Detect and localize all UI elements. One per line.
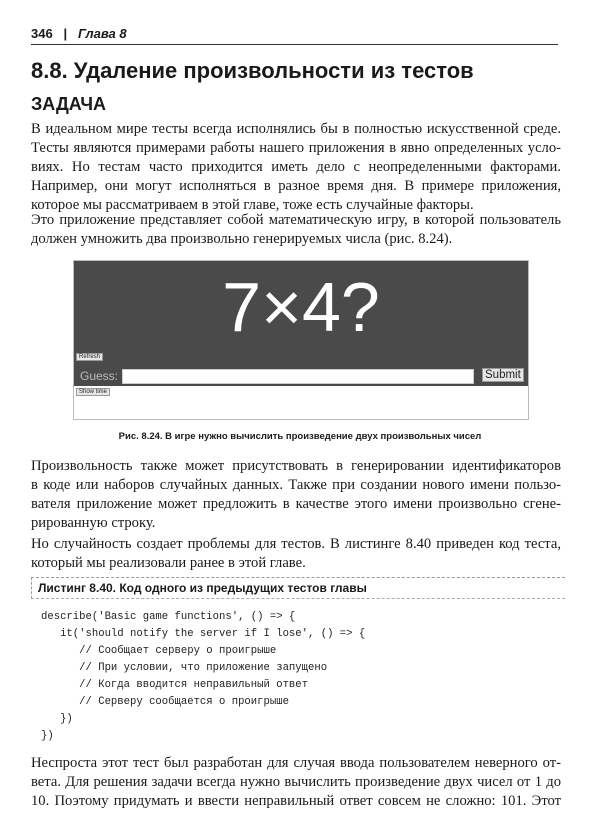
listing-title: Листинг 8.40. Код одного из предыдущих тестов главы xyxy=(31,577,565,599)
text-line: которое мы рассматриваем в этой главе, тоже есть случайные факторы. xyxy=(31,197,474,213)
show-time-button[interactable]: Show time xyxy=(76,388,110,396)
text-line: Тесты являются примерами работы нашего приложения в явно определенных усло- xyxy=(31,140,561,156)
section-title: 8.8. Удаление произвольности из тестов xyxy=(31,58,474,83)
submit-button[interactable]: Submit xyxy=(482,368,524,382)
chapter-label: Глава 8 xyxy=(78,26,127,41)
text-line: вета. Для решения задачи всегда нужно вычислить произведение двух чисел от 1 до xyxy=(31,774,561,790)
guess-input[interactable] xyxy=(122,369,474,384)
paragraph-3 xyxy=(31,457,561,533)
text-line: виях. Но тестам часто приходится иметь дело с неопределенными факторами. xyxy=(31,159,561,175)
guess-label: Guess: xyxy=(80,369,119,383)
paragraph-1 xyxy=(31,120,561,215)
running-header xyxy=(31,26,558,45)
text-line: Это приложение представляет собой математическую игру, в которой пользователь xyxy=(31,212,561,228)
text-line: в коде или наборов случайных данных. Также при создании нового имени пользо- xyxy=(31,477,561,493)
question-text: 7×4? xyxy=(222,268,380,346)
paragraph-4 xyxy=(31,535,561,573)
code-listing: describe('Basic game functions', () => { it('should notify the server if I lose', () => { // Сообщает серверу о проигрыше // При условии, что приложение запущено // Когда вводится неправильный ответ // Серверу сообщается о проигрыше }) }) xyxy=(41,611,366,742)
text-line: вателя приложение может предложить в качестве этого имени произвольно сгене- xyxy=(31,496,561,512)
refresh-button[interactable]: Refresh xyxy=(76,353,103,361)
header-separator: | xyxy=(63,26,68,41)
text-line: Неспроста этот тест был разработан для случая ввода пользователем неверного от- xyxy=(31,755,561,771)
figure-caption: Рис. 8.24. В игре нужно вычислить произведение двух произвольных чисел xyxy=(118,431,482,442)
text-line: рированную строку. xyxy=(31,515,156,531)
text-line: В идеальном мире тесты всегда исполнялись бы в полностью искусственной среде. xyxy=(31,121,561,137)
paragraph-5 xyxy=(31,754,561,811)
text-line: должен умножить два произвольно генерируемых числа (рис. 8.24). xyxy=(31,231,453,247)
paragraph-2 xyxy=(31,211,561,249)
subsection-title: ЗАДАЧА xyxy=(31,94,107,114)
text-line: который мы реализовали ранее в этой главе. xyxy=(31,555,306,571)
text-line: Например, они могут исполняться в разное время дня. В примере приложения, xyxy=(31,178,561,194)
text-line: Произвольность также может присутствовать в генерировании идентификаторов xyxy=(31,458,561,474)
page-number: 346 xyxy=(31,26,53,41)
text-line: 10. Поэтому придумать и ввести неправильный ответ совсем не сложно: 101. Этот xyxy=(31,793,561,809)
text-line: Но случайность создает проблемы для тестов. В листинге 8.40 приведен код теста, xyxy=(31,536,561,552)
figure-game-screenshot xyxy=(73,260,529,420)
